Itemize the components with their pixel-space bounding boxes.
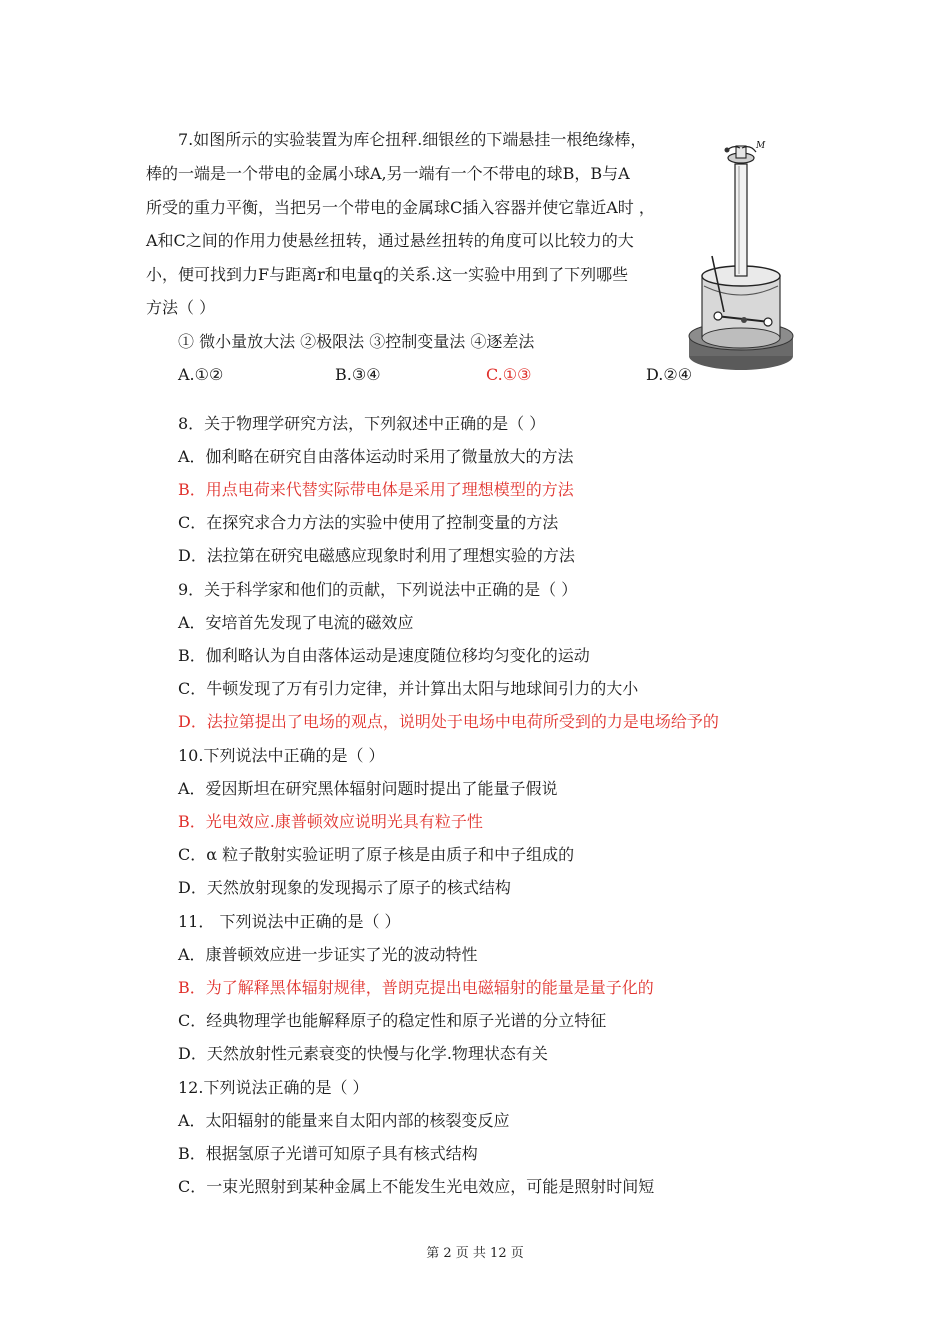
q7-line-6: 方法（ ）: [146, 298, 216, 317]
q8-option-c: C．在探究求合力方法的实验中使用了控制变量的方法: [178, 513, 559, 532]
q11-option-b-answer: B．为了解释黑体辐射规律，普朗克提出电磁辐射的能量是量子化的: [178, 978, 654, 997]
q12-option-b: B．根据氢原子光谱可知原子具有核式结构: [178, 1144, 478, 1163]
q12-stem: 12.下列说法正确的是（ ）: [178, 1078, 369, 1097]
figure-label-m: M: [756, 141, 766, 151]
q7-option-a: A.①②: [178, 365, 224, 384]
q8-option-d: D．法拉第在研究电磁感应现象时利用了理想实验的方法: [178, 546, 575, 565]
page-footer: 第 2 页 共 12 页: [426, 1246, 524, 1261]
q7-line-4: A和C之间的作用力使悬丝扭转，通过悬丝扭转的角度可以比较力的大: [146, 231, 634, 250]
q9-stem: 9．关于科学家和他们的贡献，下列说法中正确的是（ ）: [178, 580, 578, 599]
q12-option-c: C．一束光照射到某种金属上不能发生光电效应，可能是照射时间短: [178, 1177, 655, 1196]
q7-line-5: 小，便可找到力F与距离r和电量q的关系.这一实验中用到了下列哪些: [146, 265, 629, 284]
q11-option-a: A．康普顿效应进一步证实了光的波动特性: [178, 945, 478, 964]
q8-stem: 8．关于物理学研究方法，下列叙述中正确的是（ ）: [178, 414, 546, 433]
torsion-balance-illustration: [686, 136, 796, 374]
q11-stem: 11． 下列说法中正确的是（ ）: [178, 912, 401, 931]
q10-stem: 10.下列说法中正确的是（ ）: [178, 746, 385, 765]
q7-line-3: 所受的重力平衡，当把另一个带电的金属球C插入容器并使它靠近A时 ，: [146, 198, 655, 217]
q7-option-b: B.③④: [335, 365, 381, 384]
q9-option-b: B．伽利略认为自由落体运动是速度随位移均匀变化的运动: [178, 646, 590, 665]
q12-option-a: A．太阳辐射的能量来自太阳内部的核裂变反应: [178, 1111, 510, 1130]
q8-option-b-answer: B．用点电荷来代替实际带电体是采用了理想模型的方法: [178, 480, 574, 499]
q8-option-a: A．伽利略在研究自由落体运动时采用了微量放大的方法: [178, 447, 574, 466]
q10-option-b-answer: B．光电效应.康普顿效应说明光具有粒子性: [178, 812, 483, 831]
q9-option-c: C．牛顿发现了万有引力定律，并计算出太阳与地球间引力的大小: [178, 679, 639, 698]
q10-option-a: A．爱因斯坦在研究黑体辐射问题时提出了能量子假说: [178, 779, 558, 798]
q10-option-d: D．天然放射现象的发现揭示了原子的核式结构: [178, 878, 511, 897]
q9-option-a: A．安培首先发现了电流的磁效应: [178, 613, 414, 632]
q10-option-c: C．α 粒子散射实验证明了原子核是由质子和中子组成的: [178, 845, 575, 864]
q7-methods: ① 微小量放大法 ②极限法 ③控制变量法 ④逐差法: [178, 332, 535, 351]
q7-line-1: 7.如图所示的实验装置为库仑扭秤.细银丝的下端悬挂一根绝缘棒，: [178, 130, 647, 149]
q7-option-c-answer: C.①③: [486, 365, 532, 384]
q7-line-2: 棒的一端是一个带电的金属小球A,另一端有一个不带电的球B，B与A: [146, 164, 630, 183]
coulomb-torsion-balance-figure: [686, 136, 796, 374]
q11-option-d: D．天然放射性元素衰变的快慢与化学.物理状态有关: [178, 1044, 548, 1063]
q11-option-c: C．经典物理学也能解释原子的稳定性和原子光谱的分立特征: [178, 1011, 607, 1030]
q7-option-d: D.②④: [646, 365, 693, 384]
q9-option-d-answer: D．法拉第提出了电场的观点，说明处于电场中电荷所受到的力是电场给予的: [178, 712, 719, 731]
